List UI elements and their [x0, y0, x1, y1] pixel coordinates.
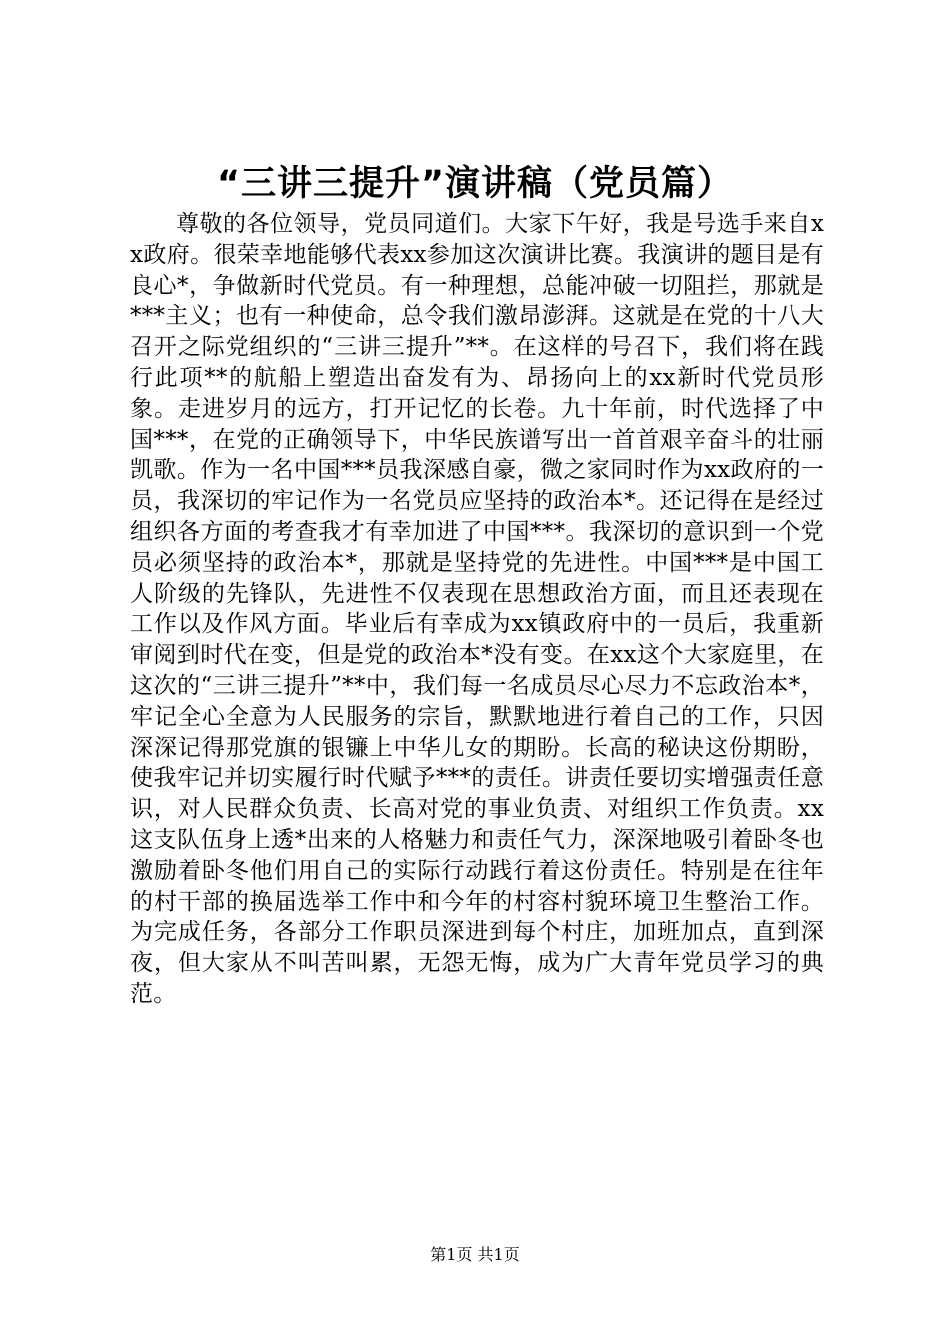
- page-footer: 第1页 共1页: [430, 1245, 520, 1264]
- document-title: “三讲三提升”演讲稿（党员篇）: [216, 164, 733, 204]
- body-paragraph: 尊敬的各位领导，党员同道们。大家下午好，我是号选手来自xx政府。很荣幸地能够代表xx参加这次演讲比赛。我演讲的题目是有良心*，争做新时代党员。有一种理想，总能冲破一切阻拦，那就是***主义；也有一种使命，总令我们激昂澎湃。这就是在党的十八大召开之际党组织的“三讲三提升”**。在这样的号召下，我们将在践行此项**的航船上塑造出奋发有为、昂扬向上的xx新时代党员形象。走进岁月的远方，打开记忆的长卷。九十年前，时代选择了中国***，在党的正确领导下，中华民族谱写出一首首艰辛奋斗的壮丽凯歌。作为一名中国***员我深感自豪，微之家同时作为xx政府的一员，我深切的牢记作为一名党员应坚持的政治本*。还记得在是经过组织各方面的考查我才有幸加进了中国***。我深切的意识到一个党员必须坚持的政治本*，那就是坚持党的先进性。中国***是中国工人阶级的先锋队，先进性不仅表现在思想政治方面，而且还表现在工作以及作风方面。毕业后有幸成为xx镇政府中的一员后，我重新审阅到时代在变，但是党的政治本*没有变。在xx这个大家庭里，在这次的“三讲三提升”**中，我们每一名成员尽心尽力不忘政治本*，牢记全心全意为人民服务的宗旨，默默地进行着自己的工作，只因深深记得那党旗的银镰上中华儿女的期盼。长高的秘诀这份期盼，使我牢记并切实履行时代赋予***的责任。讲责任要切实增强责任意识，对人民群众负责、长高对党的事业负责、对组织工作负责。xx这支队伍身上透*出来的人格魅力和责任气力，深深地吸引着卧冬也激励着卧冬他们用自己的实际行动践行着这份责任。特别是在往年的村干部的换届选举工作中和今年的村容村貌环境卫生整治工作。为完成任务，各部分工作职员深进到每个村庄，加班加点，直到深夜，但大家从不叫苦叫累，无怨无悔，成为广大青年党员学习的典范。: [130, 211, 824, 1007]
